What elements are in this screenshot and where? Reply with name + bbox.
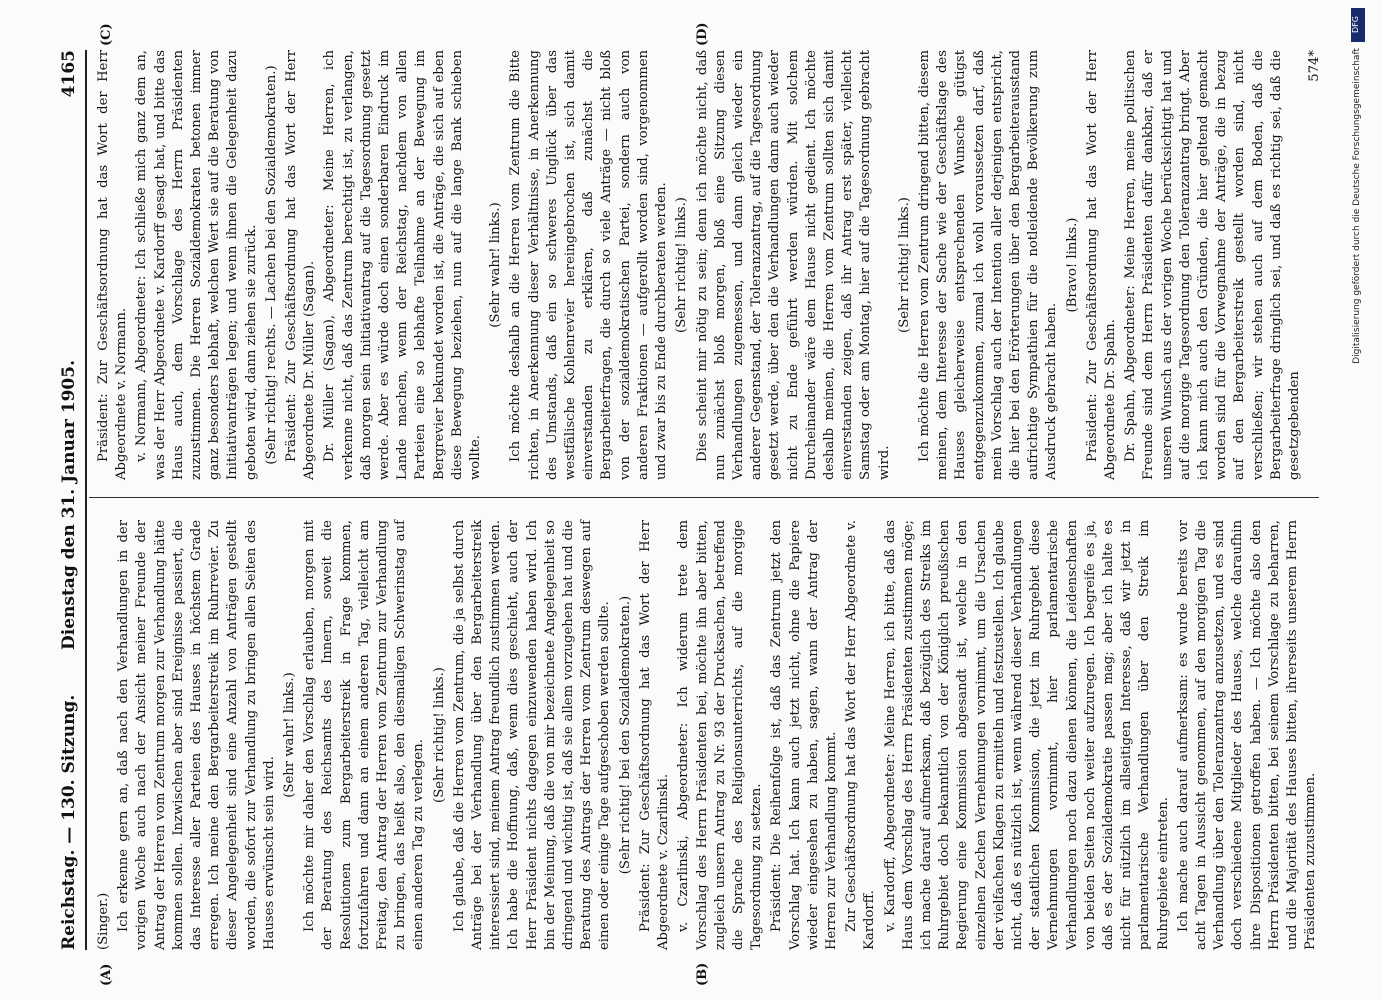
paragraph: Ich glaube, daß die Herren vom Zentrum, die ja selbst durch Anträge bei der Verhandlung über den Bergarbeiterstreik interessiert sind, meinem Antrag freundlich zustimmen werden. Ich habe die Hoffnung, daß, wenn dies geschieht, auch der Herr Präsident nichts dagegen einzuwenden haben wird. Ich bin der Meinung, daß die von mir bezeichnete Angelegenheit so dringend und wichtig ist, daß sie allem vorzugehen hat und die Beratung des Antrags der Herren vom Zentrum deswegen auf einen oder einige Tage aufgeschoben werden sollte. [451,520,613,950]
margin-mark-a: (A) [99,963,114,986]
column-right [95,50,1326,480]
interjection: (Sehr richtig! links.) [431,667,447,803]
margin-mark-b: (B) [695,962,710,986]
rotated-page-content [55,22,1345,986]
page-header [55,50,85,950]
interjection: (Sehr wahr! links.) [488,202,504,328]
paragraph: Ich möchte mir daher den Vorschlag erlauben, morgen mit der Beratung des Reichsamts des Innern, soweit die Resolutionen zum Bergarbeiterstreik in Frage kommen, fortzufahren und dann an einem anderen Tag, vielleicht am Freitag, den Antrag der Herren vom Zentrum zur Verhandlung zu bringen, das heißt also, den diesmaligen Schwerinstag auf einen anderen Tag zu verlegen. [302,520,427,950]
interjection: (Sehr richtig! rechts. — Lachen bei den Sozialdemokraten.) [263,65,279,465]
column-left [95,520,1322,950]
paragraph: Präsident: Zur Geschäftsordnung hat das Wort der Herr Abgeordnete Dr. Spahn. [1084,50,1118,480]
interjection: (Bravo! links.) [1064,217,1080,313]
paragraph: Präsident: Zur Geschäftsordnung hat das Wort der Herr Abgeordnete v. Czarlinski. [637,520,672,950]
interjection: (Sehr richtig! links.) [896,197,912,333]
margin-mark-d: (D) [695,22,710,46]
dfg-logo: DFG [1351,8,1365,42]
page-number: 4165 [59,50,79,98]
paragraph: Ich erkenne gern an, daß nach den Verhandlungen in der vorigen Woche auch nach der Ansicht meiner Freunde der Antrag der Herren vom Zentrum morgen zur Verhandlung hätte kommen sollen. Inzwischen aber sind Ereignisse passiert, die das Interesse aller Parteien des Hauses in höchstem Grade erregen. Ich meine den Bergarbeiterstreik im Ruhrrevier. Zu dieser Angelegenheit sind eine Anzahl von Anträgen gestellt worden, die sofort zur Verhandlung zu bringen allen Seiten des Hauses erwünscht sein wird. [116,520,277,950]
paragraph: Ich möchte deshalb an die Herren vom Zentrum die Bitte richten, in Anerkennung dieser Verhältnisse, in Anerkennung des Umstands, daß ein so schweres Unglück über das westfälische Kohlenrevier hereingebrochen ist, sich damit einverstanden zu erklären, daß zunächst die Bergarbeiterfragen, die durch so viele Anträge — nicht bloß von der sozialdemokratischen Partei, sondern auch von anderen Fraktionen — aufgerollt worden sind, vorgenommen und zwar bis zu Ende durchberaten werden. [508,50,670,480]
paragraph: Präsident: Die Reihenfolge ist, daß das Zentrum jetzt den Vorschlag hat. Ich kann auch jetzt nicht, ohne die Papiere wieder eingesehen zu haben, sagen, wann der Antrag der Herren zur Verhandlung kommt. [769,520,839,950]
header-left: Reichstag. — 130. Sitzung. [59,694,79,950]
header-rule [85,50,87,950]
funding-sidebar [1351,8,1365,988]
signature-mark: 574* [1307,50,1323,82]
column-divider [89,497,1319,498]
paragraph: Dr. Müller (Sagan), Abgeordneter: Meine Herren, ich verkenne nicht, daß das Zentrum berechtigt ist, zu verlangen, daß morgen sein Initiativantrag auf die Tagesordnung gesetzt werde. Aber es würde doch einen sonderbaren Eindruck im Lande machen, wenn der Reichstag, nachdem von allen Parteien eine so lebhafte Teilnahme an der Bewegung im Bergrevier bekundet worden ist, die Anträge, die sich auf eben diese Bewegung beziehen, nun auf die lange Bank schieben wollte. [322,50,484,480]
paragraph: v. Kardorff, Abgeordneter: Meine Herren, ich bitte, daß das Haus dem Vorschlag des Herrn Präsidenten zustimmen möge; ich mache darauf aufmerksam, daß bezüglich des Streiks im Ruhrgebiet doch bekanntlich von der Königlich preußischen Regierung eine Kommission abgesandt ist, welche in den einzelnen Zechen Vernehmungen vornimmt, um die Ursachen der vielfachen Klagen zu ermitteln und festzustellen. Ich glaube nicht, daß es nützlich ist, wenn während dieser Verhandlungen der staatlichen Kommission, die jetzt im Ruhrgebiet diese Vernehmungen vornimmt, hier parlamentarische Verhandlungen noch dazu dienen können, die Leidenschaften von beiden Seiten noch weiter aufzuregen. Ich begreife es ja, daß es der Sozialdemokratie passen mag; aber ich halte es nicht für nützlich im allseitigen Interesse, daß wir jetzt in parlamentarische Verhandlungen über den Streik im Ruhrgebiete eintreten. [882,520,1171,950]
funding-note: Digitalisierung gefördert durch die Deutsche Forschungsgemeinschaft [1352,48,1362,364]
paragraph: Ich möchte die Herren vom Zentrum dringend bitten, diesem meinen, dem Interesse der Sache wie der Geschäftslage des Hauses gleicherweise entsprechenden Wunsche gütigst entgegenzukommen, zumal ich wohl voraussetzen darf, daß mein Vorschlag auch der Intention aller derjenigen entspricht, die hier bei den Erörterungen über den Bergarbeiterausstand aufrichtige Sympathien für die notleidende Bevölkerung zum Ausdruck gebracht haben. [916,50,1060,480]
paragraph: v. Czarlinski, Abgeordneter: Ich widerum trete dem Vorschlag des Herrn Präsidenten bei, möchte ihn aber bitten, zugleich unsern Antrag zu Nr. 93 der Drucksachen, betreffend die Sprache des Religionsunterrichts, auf die morgige Tagesordnung zu setzen. [676,520,765,950]
paragraph: Präsident: Zur Geschäftsordnung hat das Wort der Herr Abgeordnete Dr. Müller (Sagan). [284,50,318,480]
margin-mark-c: (C) [99,23,114,46]
paragraph: Zur Geschäftsordnung hat das Wort der Herr Abgeordnete v. Kardorff. [844,520,878,950]
speaker-ref: (Singer.) [96,892,111,950]
interjection: (Sehr richtig! bei den Sozialdemokraten.) [617,595,633,875]
interjection: (Sehr wahr! links.) [282,672,298,798]
header-date: Dienstag den 31. Januar 1905. [59,360,79,650]
interjection: (Sehr richtig! links.) [674,197,690,333]
paragraph: Dr. Spahn, Abgeordneter: Meine Herren, meine politischen Freunde sind dem Herrn Präsidenten dafür dankbar, daß er unseren Wunsch aus der vorigen Woche berücksichtigt hat und auf die morgige Tagesordnung den Toleranzantrag bringt. Aber ich kann mich auch den Gründen, die hier geltend gemacht worden sind für die Vorwegnahme der Anträge, die in bezug auf den Bergarbeiterstreik gestellt worden sind, nicht verschließen; wir stehen auch auf dem Boden, daß die Bergarbeiterfrage dringlich sei, und daß es richtig sei, daß die gesetzgebenden [1123,50,1302,480]
paragraph: v. Normann, Abgeordneter: Ich schließe mich ganz dem an, was der Herr Abgeordnete v. Kardorff gesagt hat, und bitte das Haus auch, dem Vorschlage des Herrn Präsidenten zuzustimmen. Die Herren Sozialdemokraten betonen immer ganz besonders lebhaft, welchen Wert sie auf die Beratung von Initiativanträgen legen; und wenn ihnen die Gelegenheit dazu geboten wird, dann ziehen sie zurück. [134,50,259,480]
paragraph: Dies scheint mir nötig zu sein; denn ich möchte nicht, daß nun zunächst bloß morgen, bloß eine Sitzung diesen Verhandlungen zugemessen, und dann gleich wieder ein anderer Gegenstand, der Toleranzantrag, auf die Tagesordnung gesetzt werde, über den die Verhandlungen dann auch wieder nicht zu Ende geführt werden würden. Mit solchem Durcheinander wäre dem Hause nicht gedient. Ich möchte deshalb meinen, die Herren vom Zentrum sollten sich damit einverstanden zeigen, daß ihr Antrag erst später, vielleicht Samstag oder am Montag, hier auf die Tagesordnung gebracht wird. [694,50,892,480]
paragraph: Ich mache auch darauf aufmerksam: es wurde bereits vor acht Tagen in Aussicht genommen, auf den morgigen Tag die Verhandlung über den Toleranzantrag anzusetzen, und es sind doch verschiedene Mitglieder des Hauses, welche daraufhin ihre Dispositionen getroffen haben. — Ich möchte also den Herrn Präsidenten bitten, bei seinem Vorschlage zu beharren, und die Majorität des Hauses bitten, ihrerseits unserem Herrn Präsidenten zuzustimmen. [1175,520,1319,950]
paragraph: Präsident: Zur Geschäftsordnung hat das Wort der Herr Abgeordnete v. Normann. [96,50,130,480]
